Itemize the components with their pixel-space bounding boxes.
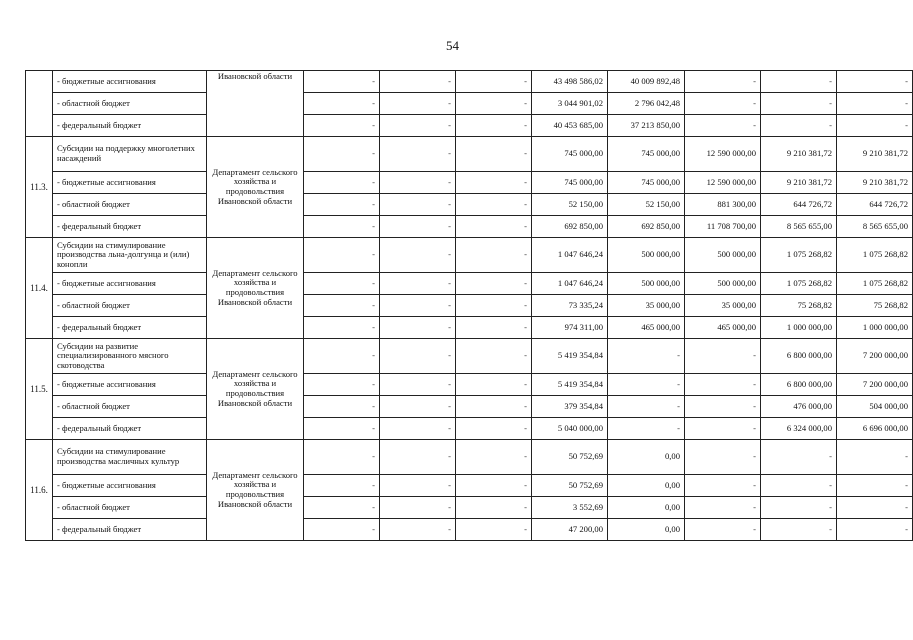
value-cell-c6: 35 000,00	[685, 295, 761, 317]
value-cell-c4: 5 419 354,84	[532, 374, 608, 396]
value-cell-c4: 47 200,00	[532, 519, 608, 541]
value-cell-c2: -	[380, 396, 456, 418]
value-cell-c8: 1 000 000,00	[837, 317, 913, 339]
row-label: - федеральный бюджет	[53, 519, 207, 541]
row-label: Субсидии на развитие специализированного мясного скотоводства	[53, 339, 207, 374]
value-cell-c1: -	[304, 339, 380, 374]
table-row	[26, 396, 913, 418]
value-cell-c7: 6 800 000,00	[761, 374, 837, 396]
value-cell-c4: 50 752,69	[532, 475, 608, 497]
value-cell-c3: -	[456, 497, 532, 519]
value-cell-c5: 465 000,00	[608, 317, 685, 339]
value-cell-c3: -	[456, 172, 532, 194]
executor-cell: Департамент сельского хозяйства и продовольствия Ивановской области	[207, 440, 304, 541]
value-cell-c4: 43 498 586,02	[532, 71, 608, 93]
value-cell-c5: 745 000,00	[608, 137, 685, 172]
value-cell-c7: 476 000,00	[761, 396, 837, 418]
value-cell-c4: 50 752,69	[532, 440, 608, 475]
value-cell-c3: -	[456, 339, 532, 374]
value-cell-c4: 692 850,00	[532, 216, 608, 238]
value-cell-c1: -	[304, 418, 380, 440]
table-row-title	[26, 238, 913, 273]
value-cell-c5: 500 000,00	[608, 238, 685, 273]
value-cell-c8: -	[837, 475, 913, 497]
value-cell-c8: 75 268,82	[837, 295, 913, 317]
value-cell-c7: -	[761, 519, 837, 541]
value-cell-c1: -	[304, 216, 380, 238]
value-cell-c2: -	[380, 71, 456, 93]
value-cell-c2: -	[380, 519, 456, 541]
value-cell-c8: 7 200 000,00	[837, 374, 913, 396]
value-cell-c6: -	[685, 475, 761, 497]
value-cell-c8: -	[837, 497, 913, 519]
value-cell-c6: -	[685, 71, 761, 93]
value-cell-c5: 0,00	[608, 497, 685, 519]
value-cell-c6: 500 000,00	[685, 273, 761, 295]
value-cell-c1: -	[304, 93, 380, 115]
row-label: - областной бюджет	[53, 396, 207, 418]
value-cell-c6: -	[685, 418, 761, 440]
row-label: - бюджетные ассигнования	[53, 273, 207, 295]
value-cell-c2: -	[380, 418, 456, 440]
value-cell-c4: 3 552,69	[532, 497, 608, 519]
value-cell-c7: -	[761, 71, 837, 93]
value-cell-c3: -	[456, 238, 532, 273]
value-cell-c1: -	[304, 115, 380, 137]
value-cell-c3: -	[456, 71, 532, 93]
value-cell-c3: -	[456, 374, 532, 396]
row-code	[26, 71, 53, 137]
value-cell-c8: -	[837, 93, 913, 115]
value-cell-c4: 5 419 354,84	[532, 339, 608, 374]
value-cell-c7: -	[761, 497, 837, 519]
value-cell-c5: 52 150,00	[608, 194, 685, 216]
value-cell-c3: -	[456, 194, 532, 216]
value-cell-c8: 644 726,72	[837, 194, 913, 216]
row-label: - федеральный бюджет	[53, 418, 207, 440]
value-cell-c2: -	[380, 374, 456, 396]
value-cell-c8: -	[837, 115, 913, 137]
executor-cell: Департамент сельского хозяйства и продовольствия Ивановской области	[207, 238, 304, 339]
value-cell-c5: 0,00	[608, 440, 685, 475]
value-cell-c5: -	[608, 396, 685, 418]
value-cell-c7: -	[761, 440, 837, 475]
row-code: 11.4.	[26, 238, 53, 339]
table-row	[26, 194, 913, 216]
value-cell-c6: -	[685, 519, 761, 541]
table-row	[26, 216, 913, 238]
row-label: Субсидии на стимулирование производства масличных культур	[53, 440, 207, 475]
value-cell-c3: -	[456, 317, 532, 339]
value-cell-c2: -	[380, 273, 456, 295]
value-cell-c5: 35 000,00	[608, 295, 685, 317]
row-label: - федеральный бюджет	[53, 216, 207, 238]
value-cell-c8: 8 565 655,00	[837, 216, 913, 238]
table-row	[26, 295, 913, 317]
value-cell-c5: 2 796 042,48	[608, 93, 685, 115]
value-cell-c7: -	[761, 115, 837, 137]
table-row	[26, 172, 913, 194]
row-label: - областной бюджет	[53, 93, 207, 115]
table-row	[26, 273, 913, 295]
row-label: - областной бюджет	[53, 497, 207, 519]
value-cell-c1: -	[304, 172, 380, 194]
value-cell-c6: -	[685, 115, 761, 137]
value-cell-c7: 9 210 381,72	[761, 172, 837, 194]
value-cell-c1: -	[304, 317, 380, 339]
value-cell-c4: 379 354,84	[532, 396, 608, 418]
value-cell-c6: -	[685, 93, 761, 115]
value-cell-c3: -	[456, 418, 532, 440]
value-cell-c7: 75 268,82	[761, 295, 837, 317]
value-cell-c6: 465 000,00	[685, 317, 761, 339]
value-cell-c2: -	[380, 216, 456, 238]
row-code: 11.6.	[26, 440, 53, 541]
value-cell-c2: -	[380, 194, 456, 216]
value-cell-c8: -	[837, 519, 913, 541]
value-cell-c4: 52 150,00	[532, 194, 608, 216]
table-row	[26, 475, 913, 497]
table-row	[26, 374, 913, 396]
value-cell-c6: -	[685, 497, 761, 519]
row-code: 11.3.	[26, 137, 53, 238]
value-cell-c3: -	[456, 93, 532, 115]
value-cell-c4: 745 000,00	[532, 172, 608, 194]
row-label: Субсидии на стимулирование производства льна-долгунца и (или) конопли	[53, 238, 207, 273]
value-cell-c2: -	[380, 475, 456, 497]
row-label: - бюджетные ассигнования	[53, 71, 207, 93]
value-cell-c8: 9 210 381,72	[837, 172, 913, 194]
value-cell-c3: -	[456, 273, 532, 295]
value-cell-c8: 6 696 000,00	[837, 418, 913, 440]
value-cell-c5: 37 213 850,00	[608, 115, 685, 137]
value-cell-c7: 6 800 000,00	[761, 339, 837, 374]
value-cell-c3: -	[456, 440, 532, 475]
value-cell-c3: -	[456, 115, 532, 137]
value-cell-c2: -	[380, 172, 456, 194]
page-number: 54	[446, 38, 459, 53]
value-cell-c5: 692 850,00	[608, 216, 685, 238]
value-cell-c1: -	[304, 71, 380, 93]
value-cell-c6: 11 708 700,00	[685, 216, 761, 238]
value-cell-c8: 504 000,00	[837, 396, 913, 418]
value-cell-c1: -	[304, 194, 380, 216]
row-label: - федеральный бюджет	[53, 115, 207, 137]
value-cell-c7: 8 565 655,00	[761, 216, 837, 238]
value-cell-c2: -	[380, 238, 456, 273]
value-cell-c5: 0,00	[608, 519, 685, 541]
value-cell-c7: 9 210 381,72	[761, 137, 837, 172]
value-cell-c7: 1 075 268,82	[761, 238, 837, 273]
table-row	[26, 497, 913, 519]
value-cell-c2: -	[380, 497, 456, 519]
value-cell-c1: -	[304, 238, 380, 273]
value-cell-c2: -	[380, 93, 456, 115]
value-cell-c3: -	[456, 475, 532, 497]
executor-cell: Департамент сельского хозяйства и продовольствия Ивановской области	[207, 339, 304, 440]
value-cell-c7: -	[761, 93, 837, 115]
executor-cell: Департамент сельского хозяйства и продовольствия Ивановской области	[207, 137, 304, 238]
value-cell-c8: 9 210 381,72	[837, 137, 913, 172]
value-cell-c6: -	[685, 440, 761, 475]
value-cell-c8: 1 075 268,82	[837, 238, 913, 273]
value-cell-c4: 974 311,00	[532, 317, 608, 339]
value-cell-c7: -	[761, 475, 837, 497]
value-cell-c3: -	[456, 295, 532, 317]
row-label: - бюджетные ассигнования	[53, 475, 207, 497]
value-cell-c5: -	[608, 374, 685, 396]
value-cell-c1: -	[304, 497, 380, 519]
value-cell-c3: -	[456, 137, 532, 172]
value-cell-c7: 6 324 000,00	[761, 418, 837, 440]
budget-table	[25, 70, 913, 541]
table-row	[26, 115, 913, 137]
value-cell-c7: 1 075 268,82	[761, 273, 837, 295]
row-label: - федеральный бюджет	[53, 317, 207, 339]
value-cell-c6: 12 590 000,00	[685, 137, 761, 172]
value-cell-c7: 1 000 000,00	[761, 317, 837, 339]
value-cell-c8: 1 075 268,82	[837, 273, 913, 295]
table-row	[26, 71, 913, 93]
row-label: - областной бюджет	[53, 194, 207, 216]
value-cell-c1: -	[304, 295, 380, 317]
value-cell-c6: -	[685, 374, 761, 396]
value-cell-c3: -	[456, 519, 532, 541]
value-cell-c6: -	[685, 339, 761, 374]
value-cell-c1: -	[304, 374, 380, 396]
value-cell-c2: -	[380, 137, 456, 172]
value-cell-c8: -	[837, 440, 913, 475]
row-label: - бюджетные ассигнования	[53, 172, 207, 194]
value-cell-c1: -	[304, 519, 380, 541]
value-cell-c2: -	[380, 339, 456, 374]
table-row	[26, 93, 913, 115]
value-cell-c5: 40 009 892,48	[608, 71, 685, 93]
row-label: Субсидии на поддержку многолетних насаждений	[53, 137, 207, 172]
value-cell-c6: 500 000,00	[685, 238, 761, 273]
value-cell-c5: 0,00	[608, 475, 685, 497]
value-cell-c1: -	[304, 273, 380, 295]
value-cell-c2: -	[380, 317, 456, 339]
table-row-title	[26, 339, 913, 374]
table-row	[26, 519, 913, 541]
value-cell-c4: 5 040 000,00	[532, 418, 608, 440]
value-cell-c4: 73 335,24	[532, 295, 608, 317]
table-row-title	[26, 440, 913, 475]
value-cell-c6: 12 590 000,00	[685, 172, 761, 194]
value-cell-c6: 881 300,00	[685, 194, 761, 216]
value-cell-c1: -	[304, 475, 380, 497]
value-cell-c1: -	[304, 396, 380, 418]
value-cell-c5: 500 000,00	[608, 273, 685, 295]
table-row	[26, 317, 913, 339]
value-cell-c2: -	[380, 115, 456, 137]
value-cell-c8: 7 200 000,00	[837, 339, 913, 374]
value-cell-c5: -	[608, 418, 685, 440]
row-label: - бюджетные ассигнования	[53, 374, 207, 396]
value-cell-c3: -	[456, 396, 532, 418]
row-code: 11.5.	[26, 339, 53, 440]
row-label: - областной бюджет	[53, 295, 207, 317]
table-row	[26, 418, 913, 440]
value-cell-c7: 644 726,72	[761, 194, 837, 216]
value-cell-c6: -	[685, 396, 761, 418]
value-cell-c2: -	[380, 295, 456, 317]
value-cell-c4: 40 453 685,00	[532, 115, 608, 137]
table-row-title	[26, 137, 913, 172]
value-cell-c4: 1 047 646,24	[532, 238, 608, 273]
value-cell-c4: 745 000,00	[532, 137, 608, 172]
value-cell-c5: 745 000,00	[608, 172, 685, 194]
value-cell-c3: -	[456, 216, 532, 238]
executor-cell: Ивановской области	[207, 71, 304, 137]
value-cell-c8: -	[837, 71, 913, 93]
value-cell-c1: -	[304, 440, 380, 475]
value-cell-c1: -	[304, 137, 380, 172]
value-cell-c4: 1 047 646,24	[532, 273, 608, 295]
value-cell-c5: -	[608, 339, 685, 374]
value-cell-c4: 3 044 901,02	[532, 93, 608, 115]
value-cell-c2: -	[380, 440, 456, 475]
